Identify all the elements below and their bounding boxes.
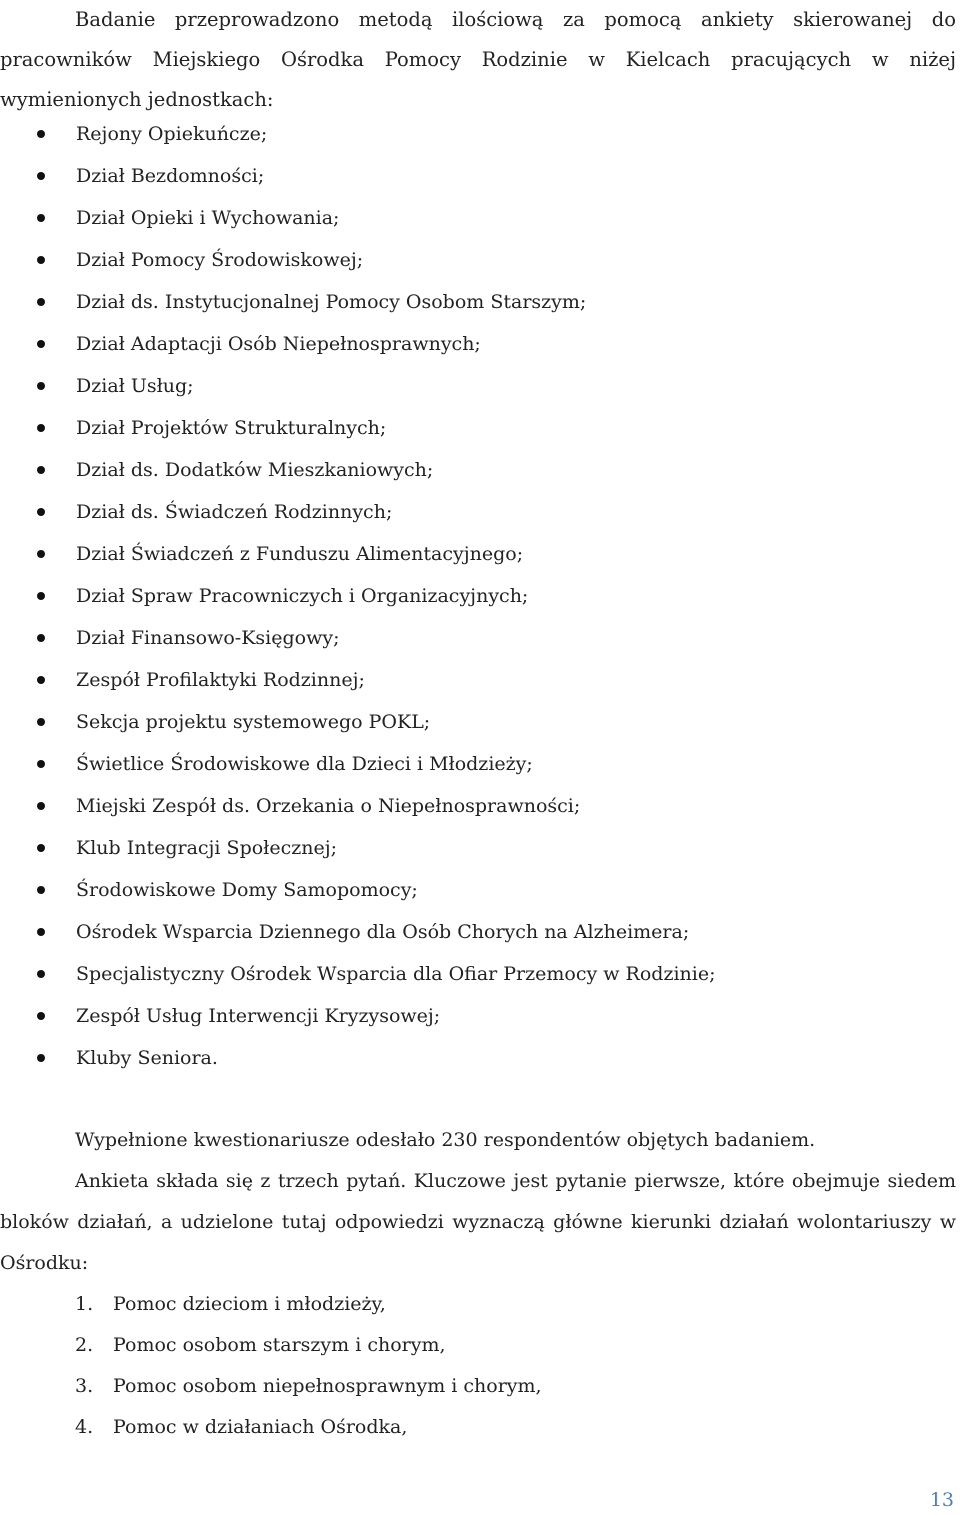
list-item-label: Miejski Zespół ds. Orzekania o Niepełnosprawności; <box>76 795 581 817</box>
list-item-label: Sekcja projektu systemowego POKL; <box>76 711 431 733</box>
item-number: 4. <box>75 1416 94 1438</box>
item-number: 1. <box>75 1293 94 1315</box>
list-item <box>0 491 716 533</box>
list-item-label: Dział Finansowo-Księgowy; <box>76 627 340 649</box>
list-item-label: Klub Integracji Społecznej; <box>76 837 337 859</box>
list-item <box>0 533 716 575</box>
bullet-icon <box>37 886 45 894</box>
list-item <box>0 197 716 239</box>
intro-paragraph: Badanie przeprowadzono metodą ilościową za pomocą ankiety skierowanej do pracowników Miejskiego Ośrodka Pomocy Rodzinie w Kielcach pracujących w niżej wymienionych jednostkach: <box>0 8 956 111</box>
list-item <box>0 155 716 197</box>
list-item <box>0 743 716 785</box>
list-item-label: Dział Bezdomności; <box>76 165 265 187</box>
bullet-icon <box>37 424 45 432</box>
bullet-icon <box>37 1054 45 1062</box>
list-item-label: Dział Projektów Strukturalnych; <box>76 417 387 439</box>
list-item-label: Kluby Seniora. <box>76 1047 218 1069</box>
bullet-icon <box>37 256 45 264</box>
list-item <box>0 449 716 491</box>
list-item <box>0 323 716 365</box>
list-item-label: Rejony Opiekuńcze; <box>76 123 268 145</box>
item-label: Pomoc osobom starszym i chorym, <box>113 1334 446 1356</box>
list-item-label: Świetlice Środowiskowe dla Dzieci i Młodzieży; <box>76 753 533 775</box>
list-item-label: Dział Adaptacji Osób Niepełnosprawnych; <box>76 333 481 355</box>
bullet-icon <box>37 928 45 936</box>
bullet-icon <box>37 172 45 180</box>
list-item <box>0 701 716 743</box>
bullet-icon <box>37 298 45 306</box>
bullet-icon <box>37 130 45 138</box>
list-item-label: Zespół Profilaktyki Rodzinnej; <box>76 669 365 691</box>
list-item-label: Środowiskowe Domy Samopomocy; <box>76 879 418 901</box>
list-item-label: Dział Usług; <box>76 375 194 397</box>
list-item <box>0 869 716 911</box>
list-item-label: Dział ds. Świadczeń Rodzinnych; <box>76 501 393 523</box>
bullet-icon <box>37 214 45 222</box>
bullet-icon <box>37 760 45 768</box>
list-item <box>0 995 716 1037</box>
list-item-label: Zespół Usług Interwencji Kryzysowej; <box>76 1005 441 1027</box>
list-item <box>0 659 716 701</box>
list-item-label: Dział ds. Dodatków Mieszkaniowych; <box>76 459 434 481</box>
survey-description-paragraph: Ankieta składa się z trzech pytań. Kluczowe jest pytanie pierwsze, które obejmuje siedem bloków działań, a udzielone tutaj odpowiedzi wyznaczą główne kierunki działań wolontariuszy w Ośrodku: <box>0 1170 956 1274</box>
item-number: 2. <box>75 1334 94 1356</box>
bullet-icon <box>37 802 45 810</box>
bullet-icon <box>37 1012 45 1020</box>
item-label: Pomoc dzieciom i młodzieży, <box>113 1293 386 1315</box>
item-number: 3. <box>75 1375 94 1397</box>
list-item-label: Dział Świadczeń z Funduszu Alimentacyjnego; <box>76 543 524 565</box>
bullet-icon <box>37 844 45 852</box>
list-item <box>0 785 716 827</box>
list-item <box>0 617 716 659</box>
list-item-label: Dział Opieki i Wychowania; <box>76 207 340 229</box>
list-item-label: Specjalistyczny Ośrodek Wsparcia dla Ofiar Przemocy w Rodzinie; <box>76 963 716 985</box>
list-item <box>0 1037 716 1079</box>
list-item <box>0 113 716 155</box>
bullet-icon <box>37 970 45 978</box>
summary-paragraph: Wypełnione kwestionariusze odesłało 230 respondentów objętych badaniem. <box>75 1129 816 1151</box>
bullet-icon <box>37 592 45 600</box>
list-item-label: Dział Spraw Pracowniczych i Organizacyjnych; <box>76 585 529 607</box>
list-item <box>0 407 716 449</box>
bullet-icon <box>37 634 45 642</box>
item-label: Pomoc w działaniach Ośrodka, <box>113 1416 408 1438</box>
list-item <box>0 575 716 617</box>
bullet-icon <box>37 382 45 390</box>
bullet-icon <box>37 340 45 348</box>
bullet-icon <box>37 466 45 474</box>
list-item <box>0 281 716 323</box>
list-item <box>0 911 716 953</box>
list-item <box>0 953 716 995</box>
list-item <box>0 365 716 407</box>
list-item-label: Dział ds. Instytucjonalnej Pomocy Osobom Starszym; <box>76 291 587 313</box>
list-item-label: Ośrodek Wsparcia Dziennego dla Osób Chorych na Alzheimera; <box>76 921 690 943</box>
page-number: 13 <box>929 1489 954 1511</box>
list-item <box>0 239 716 281</box>
bullet-icon <box>37 550 45 558</box>
bullet-icon <box>37 508 45 516</box>
item-label: Pomoc osobom niepełnosprawnym i chorym, <box>113 1375 542 1397</box>
list-item <box>0 827 716 869</box>
units-bullet-list <box>0 113 716 1079</box>
list-item-label: Dział Pomocy Środowiskowej; <box>76 249 364 271</box>
bullet-icon <box>37 718 45 726</box>
bullet-icon <box>37 676 45 684</box>
